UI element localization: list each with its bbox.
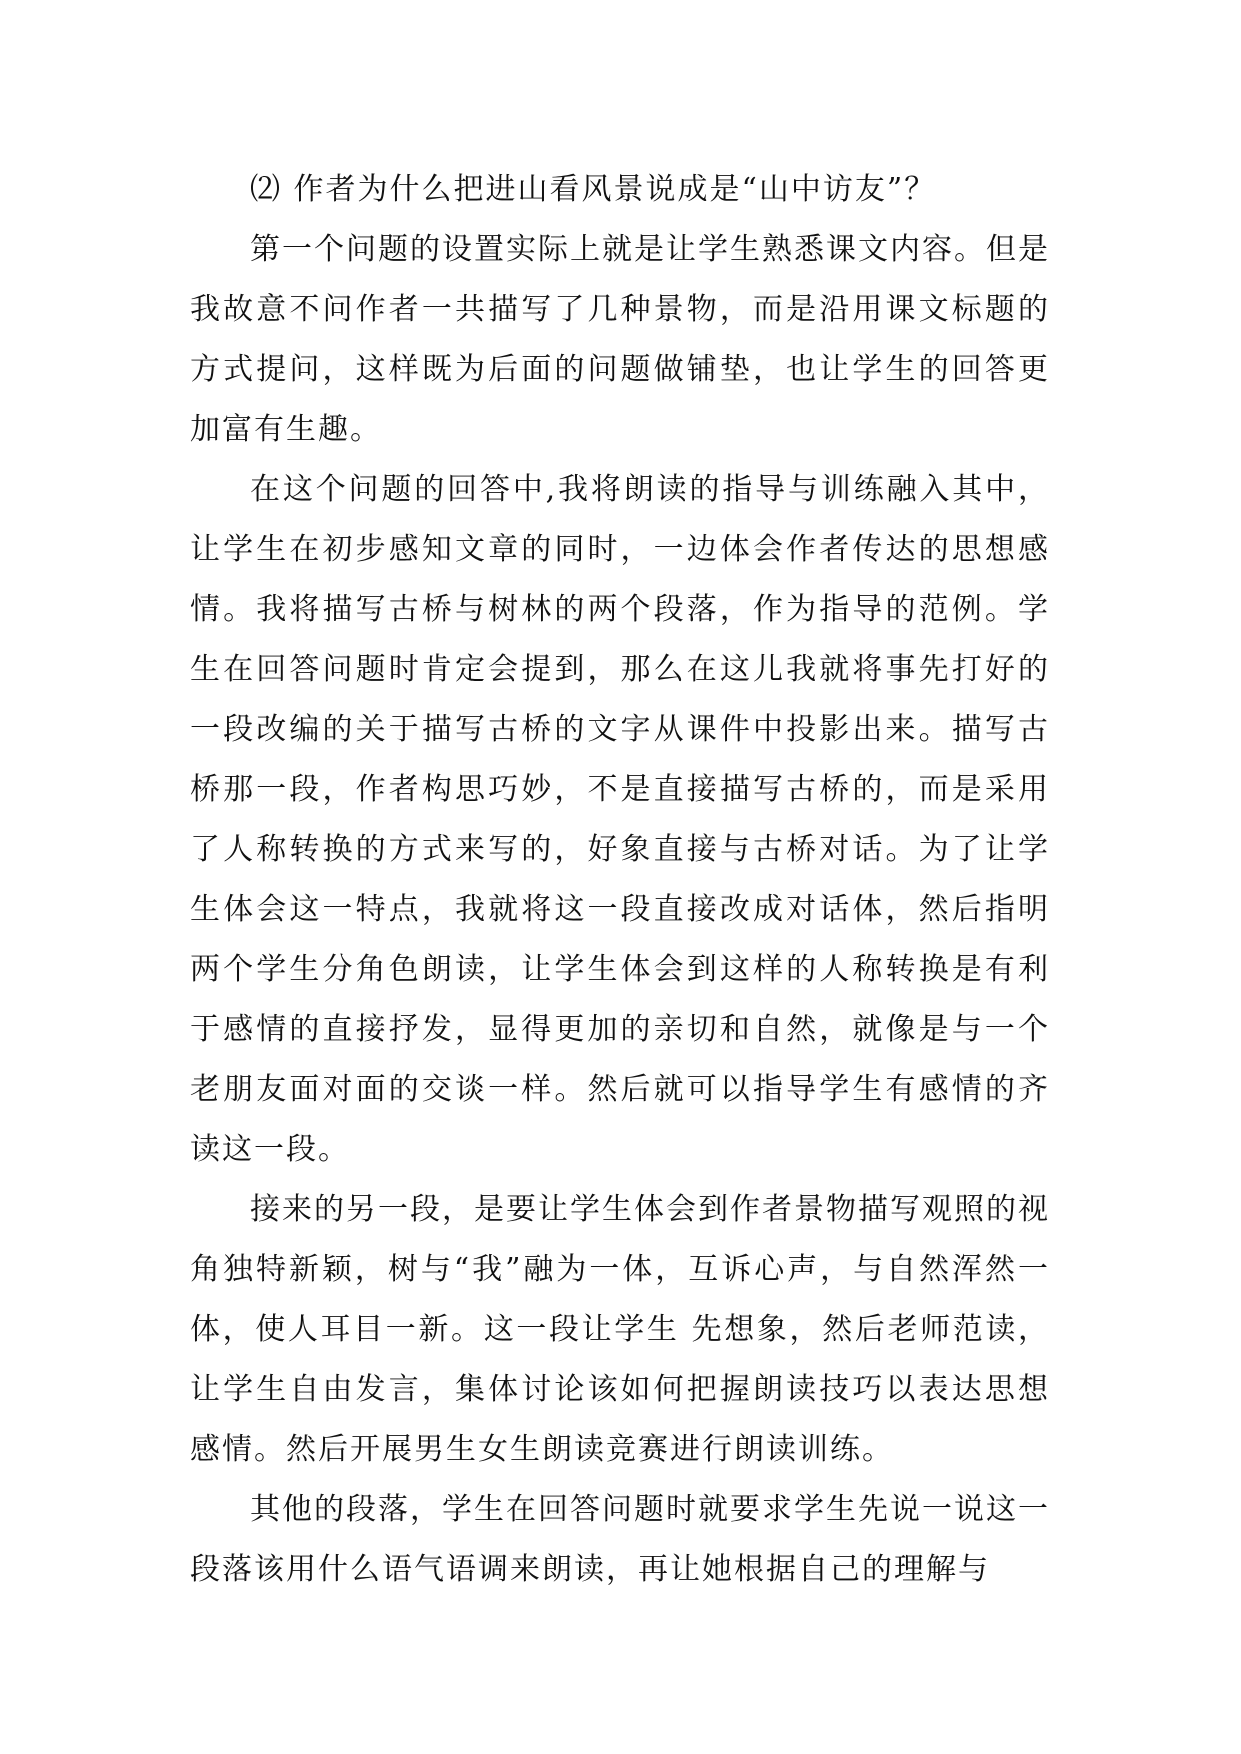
paragraph-1: 第一个问题的设置实际上就是让学生熟悉课文内容。但是我故意不问作者一共描写了几种景物，而是沿用课文标题的方式提问，这样既为后面的问题做铺垫，也让学生的回答更加富有生趣。 <box>190 232 1050 447</box>
question-line: ⑵ 作者为什么把进山看风景说成是“山中访友”？ <box>250 172 937 207</box>
paragraph-2: 在这个问题的回答中,我将朗读的指导与训练融入其中，让学生在初步感知文章的同时，一边体会作者传达的思想感情。我将描写古桥与树林的两个段落，作为指导的范例。学生在回答问题时肯定会提到，那么在这儿我就将事先打好的一段改编的关于描写古桥的文字从课件中投影出来。描写古桥那一段，作者构思巧妙，不是直接描写古桥的，而是采用了人称转换的方式来写的，好象直接与古桥对话。为了让学生体会这一特点，我就将这一段直接改成对话体，然后指明两个学生分角色朗读，让学生体会到这样的人称转换是有利于感情的直接抒发，显得更加的亲切和自然，就像是与一个老朋友面对面的交谈一样。然后就可以指导学生有感情的齐读这一段。 <box>190 472 1050 1167</box>
document-body <box>190 160 1050 1600</box>
paragraph-4: 其他的段落，学生在回答问题时就要求学生先说一说这一段落该用什么语气语调来朗读，再让她根据自己的理解与 <box>190 1492 1050 1587</box>
paragraph-3: 接来的另一段，是要让学生体会到作者景物描写观照的视角独特新颖，树与“我”融为一体，互诉心声，与自然浑然一体，使人耳目一新。这一段让学生 先想象，然后老师范读，让学生自由发言，集体讨论该如何把握朗读技巧以表达思想感情。然后开展男生女生朗读竞赛进行朗读训练。 <box>190 1192 1050 1467</box>
